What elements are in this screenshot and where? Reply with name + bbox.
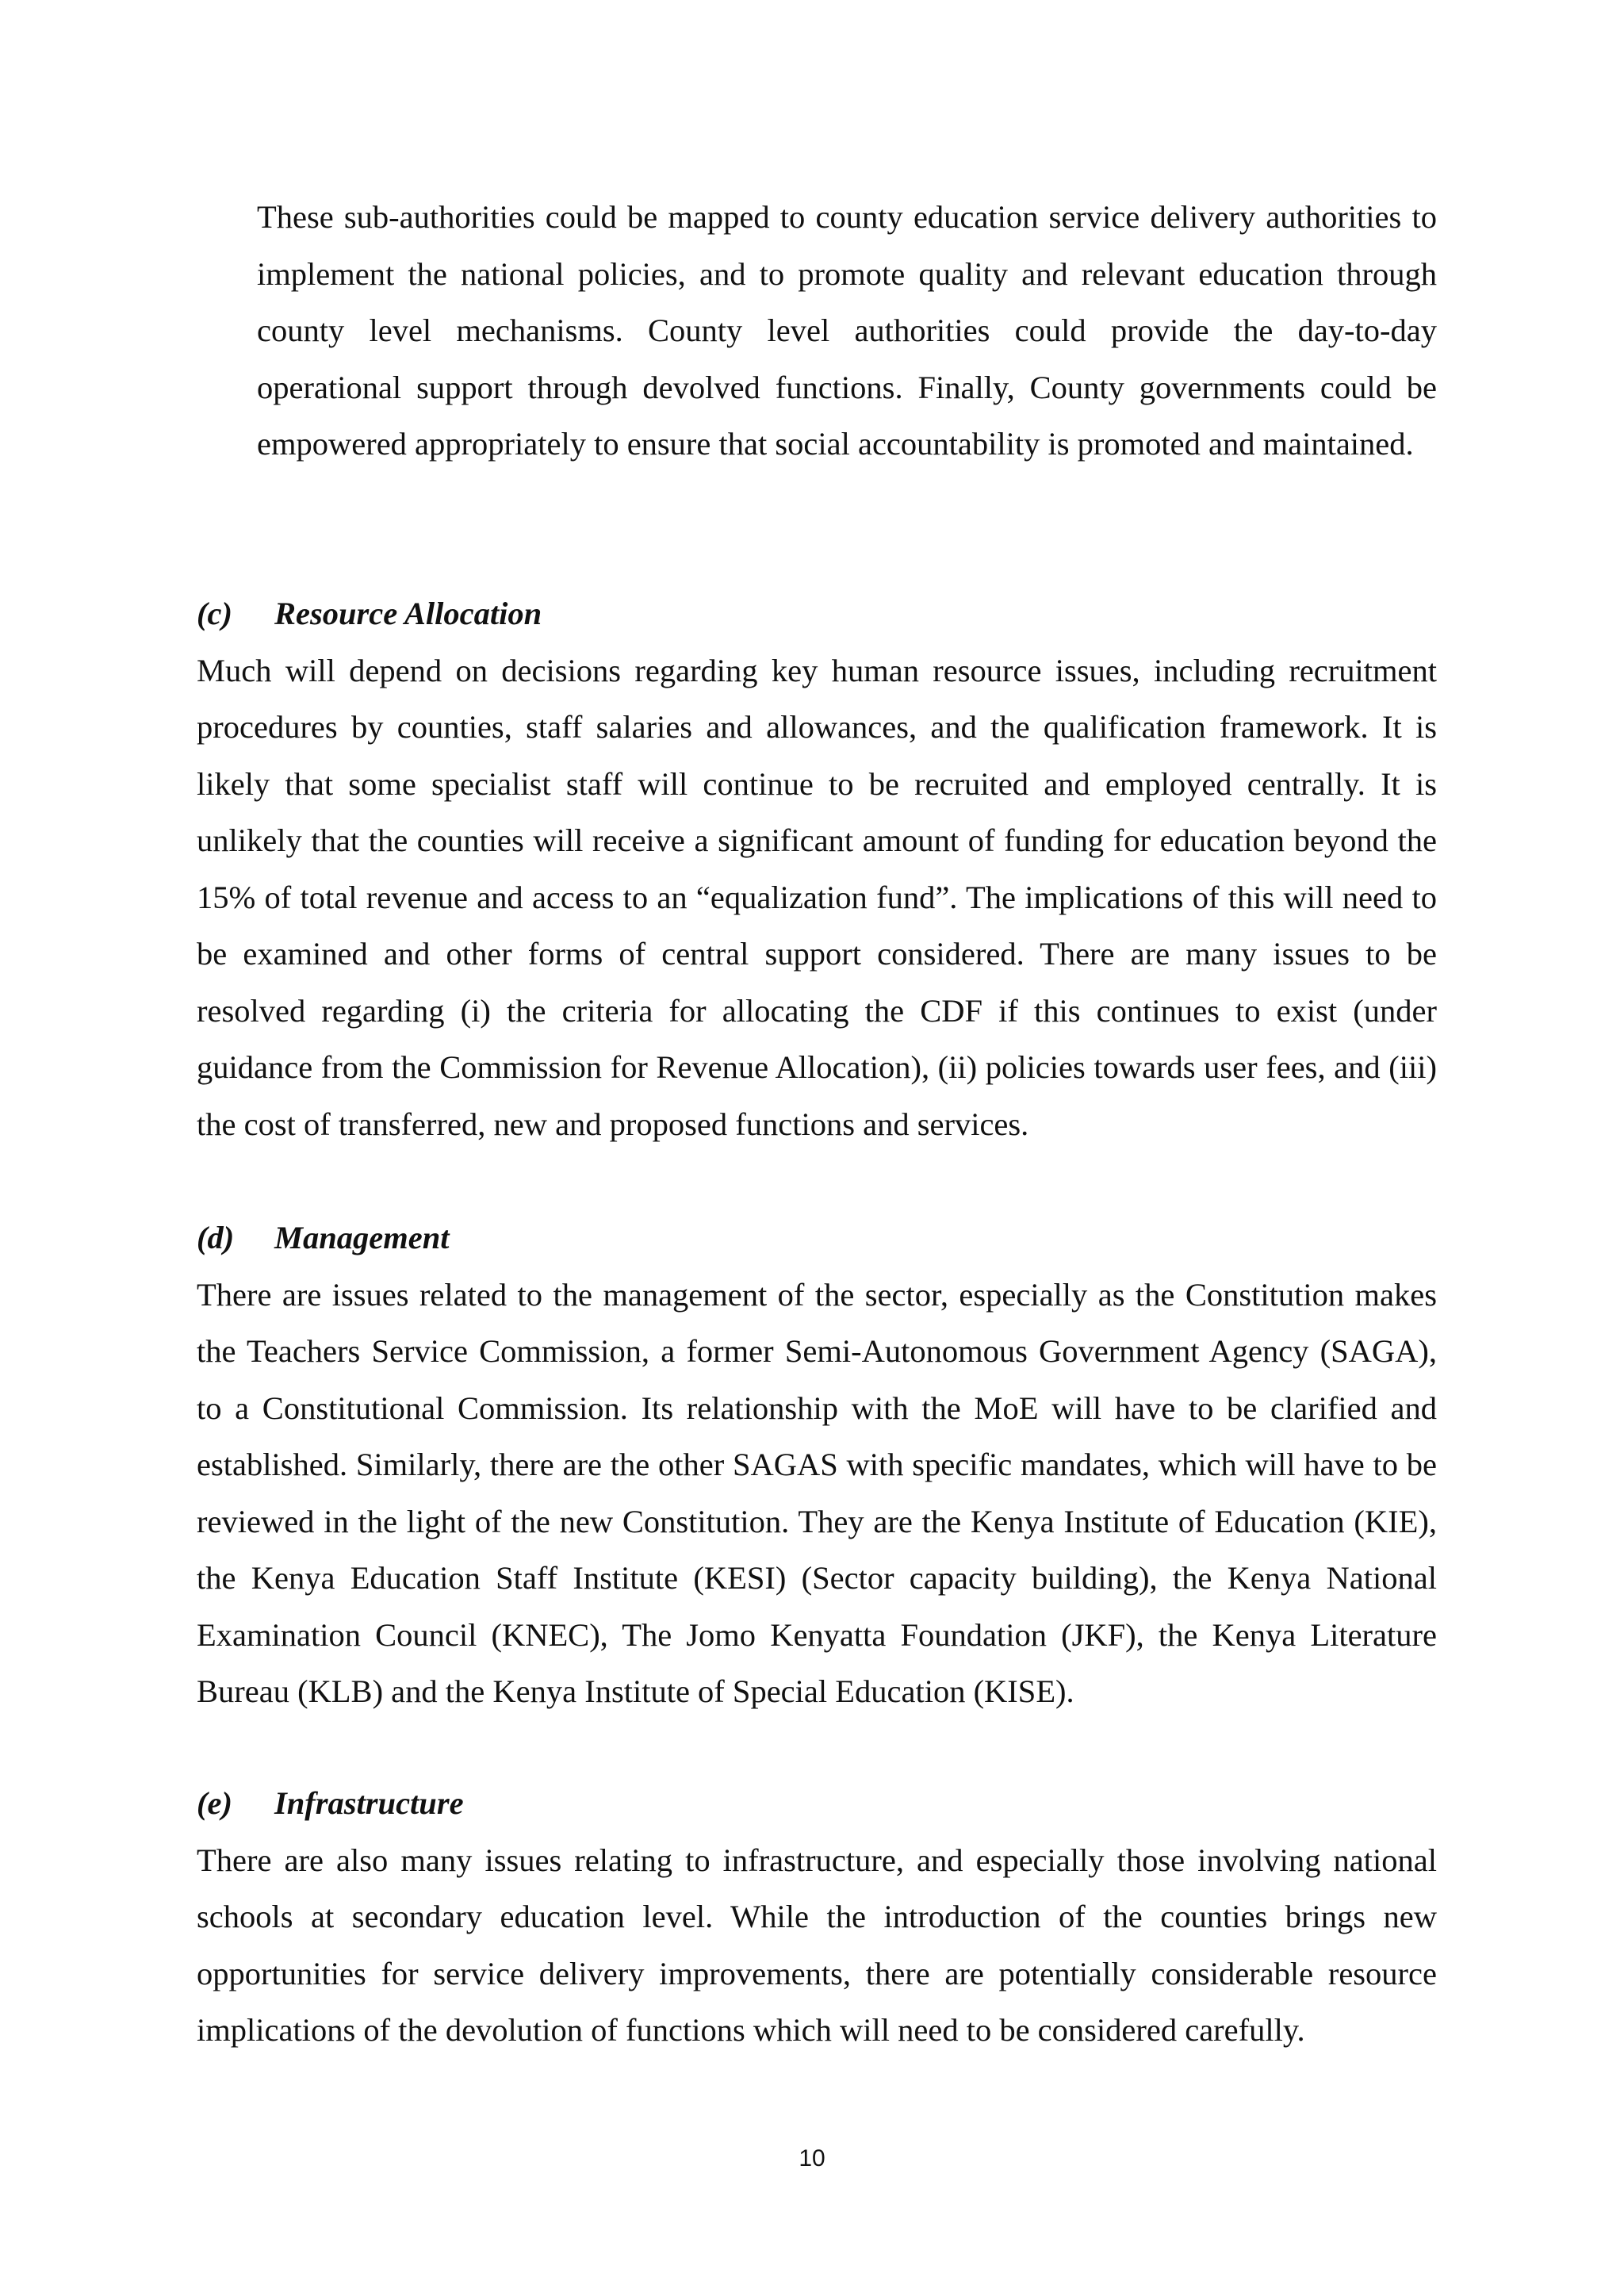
section-letter: (c) <box>197 596 232 631</box>
section-title: Resource Allocation <box>274 596 542 631</box>
section-resource-allocation <box>197 585 1437 1152</box>
section-body: There are issues related to the management of the sector, especially as the Constitution makes the Teachers Service Commission, a former Semi-Autonomous Government Agency (SAGA), to a Constitutional Commission. Its relationship with the MoE will have to be clarified and established. Similarly, there are the other SAGAS with specific mandates, which will have to be reviewed in the light of the new Constitution. They are the Kenya Institute of Education (KIE), the Kenya Education Staff Institute (KESI) (Sector capacity building), the Kenya National Examination Council (KNEC), The Jomo Kenyatta Foundation (JKF), the Kenya Literature Bureau (KLB) and the Kenya Institute of Special Education (KISE). <box>197 1276 1437 1709</box>
section-letter: (d) <box>197 1220 235 1255</box>
intro-paragraph: These sub-authorities could be mapped to county education service delivery authorities to implement the national policies, and to promote quality and relevant education through county level mechanisms. County level authorities could provide the day-to-day operational support through devolved functions. Finally, County governments could be empowered appropriately to ensure that social accountability is promoted and maintained. <box>257 199 1437 462</box>
section-heading <box>197 585 1437 642</box>
section-title: Infrastructure <box>274 1785 464 1821</box>
section-title: Management <box>274 1220 450 1255</box>
section-body: There are also many issues relating to infrastructure, and especially those involving national schools at secondary education level. While the introduction of the counties brings new opportunities for service delivery improvements, there are potentially considerable resource implications of the devolution of functions which will need to be considered carefully. <box>197 1842 1437 2048</box>
section-infrastructure <box>197 1775 1437 2059</box>
section-letter: (e) <box>197 1785 232 1821</box>
section-heading <box>197 1775 1437 1832</box>
section-body: Much will depend on decisions regarding key human resource issues, including recruitment procedures by counties, staff salaries and allowances, and the qualification framework. It is likely that some specialist staff will continue to be recruited and employed centrally. It is unlikely that the counties will receive a significant amount of funding for education beyond the 15% of total revenue and access to an “equalization fund”. The implications of this will need to be examined and other forms of central support considered. There are many issues to be resolved regarding (i) the criteria for allocating the CDF if this continues to exist (under guidance from the Commission for Revenue Allocation), (ii) policies towards user fees, and (iii) the cost of transferred, new and proposed functions and services. <box>197 652 1437 1142</box>
section-heading <box>197 1209 1437 1267</box>
page-number: 10 <box>799 2145 825 2171</box>
section-management <box>197 1209 1437 1720</box>
